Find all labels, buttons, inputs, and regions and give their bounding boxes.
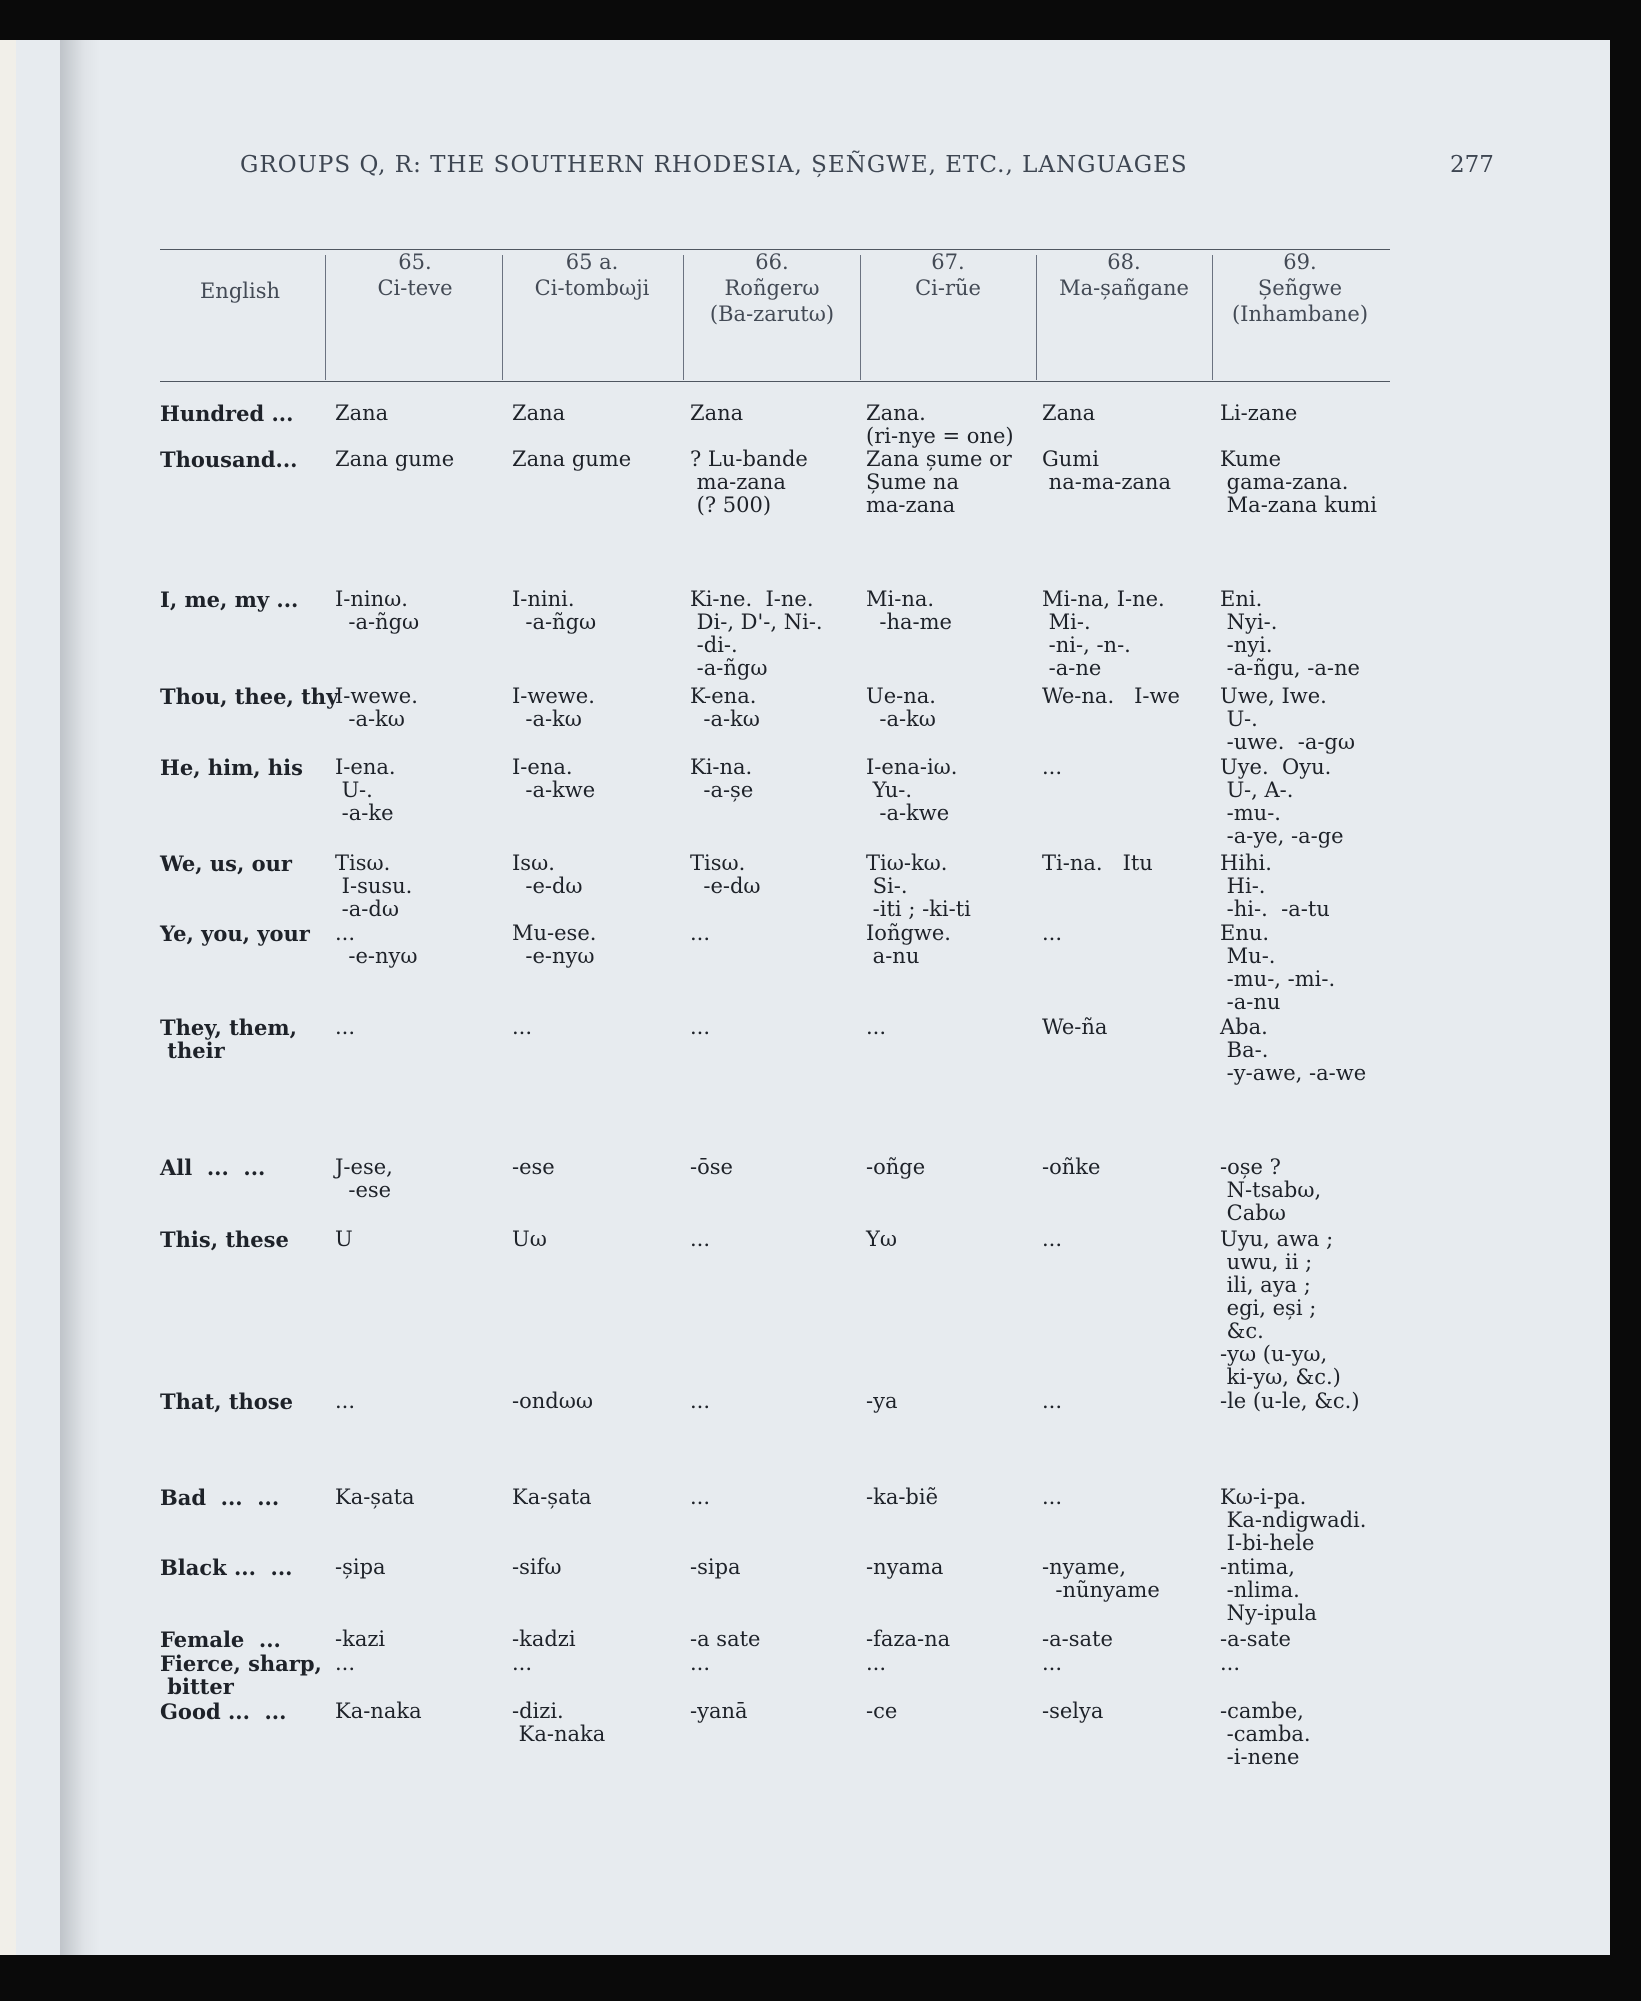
word-cell: Zana gume <box>512 447 632 471</box>
word-cell: Tisω. I-susu. -a-dω <box>335 851 413 921</box>
word-cell: ... <box>335 1015 356 1039</box>
word-cell: -a sate <box>690 1627 761 1651</box>
word-cell: Mi-na, I-ne. Mi-. -ni-, -n-. -a-ne <box>1042 587 1165 680</box>
word-cell: Enu. Mu-. -mu-, -mi-. -a-nu <box>1220 921 1336 1014</box>
word-cell: -selya <box>1042 1699 1104 1723</box>
word-cell: Ti-na. Itu <box>1042 851 1153 875</box>
page-number: 277 <box>1450 152 1494 178</box>
column-header-num: 68. <box>1107 250 1141 274</box>
column-divider <box>860 255 861 380</box>
word-cell: -ese <box>512 1155 555 1179</box>
column-header-name: Roñgerω <box>724 276 820 300</box>
book-spine <box>0 40 16 1955</box>
page-gutter-shadow <box>60 40 100 1955</box>
column-divider <box>1036 255 1037 380</box>
column-header <box>685 249 860 327</box>
word-cell: -a-sate <box>1042 1627 1113 1651</box>
word-cell: ... <box>512 1651 533 1675</box>
word-cell: ... <box>1042 1651 1063 1675</box>
word-cell: ... <box>690 1389 711 1413</box>
english-term: Thousand... <box>160 447 298 472</box>
word-cell: U <box>335 1227 353 1251</box>
english-term: Bad ... ... <box>160 1485 280 1510</box>
column-header-num: 65. <box>398 250 432 274</box>
word-cell: Gumi na-ma-zana <box>1042 447 1171 494</box>
word-cell: -sipa <box>690 1555 741 1579</box>
word-cell: I-wewe. -a-kω <box>335 684 418 731</box>
english-term: Hundred ... <box>160 401 294 426</box>
english-term: That, those <box>160 1389 293 1414</box>
word-cell: Yω <box>866 1227 897 1251</box>
word-cell: Ka-șata <box>335 1485 415 1509</box>
english-term: I, me, my ... <box>160 587 299 612</box>
word-cell: ... <box>690 1485 711 1509</box>
word-cell: Aba. Ba-. -y-awe, -a-we <box>1220 1015 1367 1085</box>
column-header-num: 65 a. <box>565 250 619 274</box>
english-term: All ... ... <box>160 1155 266 1180</box>
column-header-name: Ci-rũe <box>915 276 981 300</box>
word-cell: ... <box>512 1015 533 1039</box>
column-divider <box>502 255 503 380</box>
word-cell: Tisω. -e-dω <box>690 851 761 898</box>
english-term: Thou, thee, thy <box>160 684 339 709</box>
word-cell: ... <box>1042 921 1063 945</box>
word-cell: Ka-naka <box>335 1699 422 1723</box>
english-term: Ye, you, your <box>160 921 310 946</box>
word-cell: Uyu, awa ; uwu, ii ; ili, aya ; egi, eși ; &c. -yω (u-yω, ki-yω, &c.) <box>1220 1227 1341 1389</box>
word-cell: I-ena-iω. Yu-. -a-kwe <box>866 755 958 825</box>
word-cell: Zana <box>1042 401 1096 425</box>
word-cell: -ka-biẽ <box>866 1485 939 1509</box>
english-term: He, him, his <box>160 755 303 780</box>
word-cell: ... <box>1042 1485 1063 1509</box>
word-cell: We-ña <box>1042 1015 1108 1039</box>
word-cell: -a-sate <box>1220 1627 1291 1651</box>
word-cell: K-ena. -a-kω <box>690 684 760 731</box>
word-cell: -ya <box>866 1389 898 1413</box>
header-bottom-rule <box>160 381 1390 382</box>
word-cell: ... <box>1042 755 1063 779</box>
word-cell: -nyame, -nũnyame <box>1042 1555 1160 1602</box>
word-cell: Uye. Oyu. U-, A-. -mu-. -a-ye, -a-ge <box>1220 755 1344 848</box>
column-header-num: 66. <box>755 250 789 274</box>
word-cell: -șipa <box>335 1555 386 1579</box>
word-cell: I-wewe. -a-kω <box>512 684 595 731</box>
word-cell: -sifω <box>512 1555 562 1579</box>
english-term: Black ... ... <box>160 1555 293 1580</box>
column-header <box>863 249 1033 301</box>
column-header-name: Ma-șañgane <box>1059 276 1189 300</box>
column-header-sub: (Inhambane) <box>1231 302 1369 326</box>
column-header <box>1210 249 1390 327</box>
word-cell: I-nini. -a-ñgω <box>512 587 597 634</box>
running-head: GROUPS Q, R: THE SOUTHERN RHODESIA, ȘEÑGWE, ETC., LANGUAGES <box>240 152 1188 178</box>
word-cell: Zana <box>690 401 744 425</box>
english-term: We, us, our <box>160 851 292 876</box>
word-cell: I-ninω. -a-ñgω <box>335 587 420 634</box>
word-cell: Uwe, Iwe. U-. -uwe. -a-gω <box>1220 684 1356 754</box>
word-cell: Zana <box>335 401 389 425</box>
word-cell: ... <box>690 921 711 945</box>
english-term: They, them, their <box>160 1015 297 1063</box>
english-term: Good ... ... <box>160 1699 287 1724</box>
word-cell: -kazi <box>335 1627 386 1651</box>
word-cell: ? Lu-bande ma-zana (? 500) <box>690 447 808 517</box>
word-cell: -faza-na <box>866 1627 951 1651</box>
word-cell: Zana gume <box>335 447 455 471</box>
word-cell: I-ena. -a-kwe <box>512 755 596 802</box>
word-cell: -oñge <box>866 1155 926 1179</box>
column-header-num: 69. <box>1283 250 1317 274</box>
word-cell: Hihi. Hi-. -hi-. -a-tu <box>1220 851 1330 921</box>
word-cell: -nyama <box>866 1555 944 1579</box>
word-cell: J-ese, -ese <box>335 1155 393 1202</box>
word-cell: -ce <box>866 1699 898 1723</box>
column-header-name: English <box>199 279 281 303</box>
column-header <box>330 249 500 301</box>
book-page <box>100 40 1600 1955</box>
word-cell: -dizi. Ka-naka <box>512 1699 606 1746</box>
word-cell: -cambe, -camba. -i-nene <box>1220 1699 1311 1769</box>
column-header-name: Ci-teve <box>377 276 453 300</box>
word-cell: Ki-ne. I-ne. Di-, D'-, Ni-. -di-. -a-ñgω <box>690 587 823 680</box>
word-cell: -ntima, -nlima. Ny-ipula <box>1220 1555 1317 1625</box>
word-cell: Tiω-kω. Si-. -iti ; -ki-ti <box>866 851 971 921</box>
column-header <box>155 278 325 304</box>
word-cell: ... <box>1042 1227 1063 1251</box>
word-cell: Zana șume or Șume na ma-zana <box>866 447 1012 517</box>
word-cell: Eni. Nyi-. -nyi. -a-ñgu, -a-ne <box>1220 587 1360 680</box>
word-cell: Zana <box>512 401 566 425</box>
column-header-num: 67. <box>931 250 965 274</box>
column-header-sub: (Ba-zarutω) <box>709 302 835 326</box>
word-cell: Ioñgwe. a-nu <box>866 921 951 968</box>
word-cell: -ondωω <box>512 1389 593 1413</box>
word-cell: Mi-na. -ha-me <box>866 587 952 634</box>
column-header-name: Șeñgwe <box>1257 276 1343 300</box>
word-cell: Isω. -e-dω <box>512 851 583 898</box>
word-cell: ... -e-nyω <box>335 921 418 968</box>
word-cell: ... <box>690 1227 711 1251</box>
word-cell: Uω <box>512 1227 547 1251</box>
word-cell: ... <box>690 1651 711 1675</box>
word-cell: Mu-ese. -e-nyω <box>512 921 597 968</box>
word-cell: -oñke <box>1042 1155 1101 1179</box>
word-cell: ... <box>690 1015 711 1039</box>
word-cell: ... <box>1042 1389 1063 1413</box>
word-cell: Ka-șata <box>512 1485 592 1509</box>
word-cell: Ki-na. -a-șe <box>690 755 754 802</box>
word-cell: Zana. (ri-nye = one) <box>866 401 1014 448</box>
word-cell: We-na. I-we <box>1042 684 1180 708</box>
word-cell: ... <box>335 1651 356 1675</box>
word-cell: Kume gama-zana. Ma-zana kumi <box>1220 447 1377 517</box>
word-cell: ... <box>335 1389 356 1413</box>
english-term: This, these <box>160 1227 289 1252</box>
english-term: Female ... <box>160 1627 281 1652</box>
word-cell: -ōse <box>690 1155 733 1179</box>
word-cell: Ue-na. -a-kω <box>866 684 936 731</box>
column-header <box>505 249 680 301</box>
english-term: Fierce, sharp, bitter <box>160 1651 322 1699</box>
word-cell: Kω-i-pa. Ka-ndigwadi. I-bi-hele <box>1220 1485 1367 1555</box>
word-cell: -le (u-le, &c.) <box>1220 1389 1360 1413</box>
word-cell: Li-zane <box>1220 401 1298 425</box>
word-cell: -kadzi <box>512 1627 576 1651</box>
column-header <box>1039 249 1209 301</box>
word-cell: I-ena. U-. -a-ke <box>335 755 396 825</box>
column-divider <box>325 255 326 380</box>
word-cell: ... <box>866 1651 887 1675</box>
word-cell: -yanā <box>690 1699 748 1723</box>
word-cell: ... <box>1220 1651 1241 1675</box>
word-cell: -oșe ? N-tsabω, Cabω <box>1220 1155 1322 1225</box>
word-cell: ... <box>866 1015 887 1039</box>
column-header-name: Ci-tombωji <box>534 276 650 300</box>
